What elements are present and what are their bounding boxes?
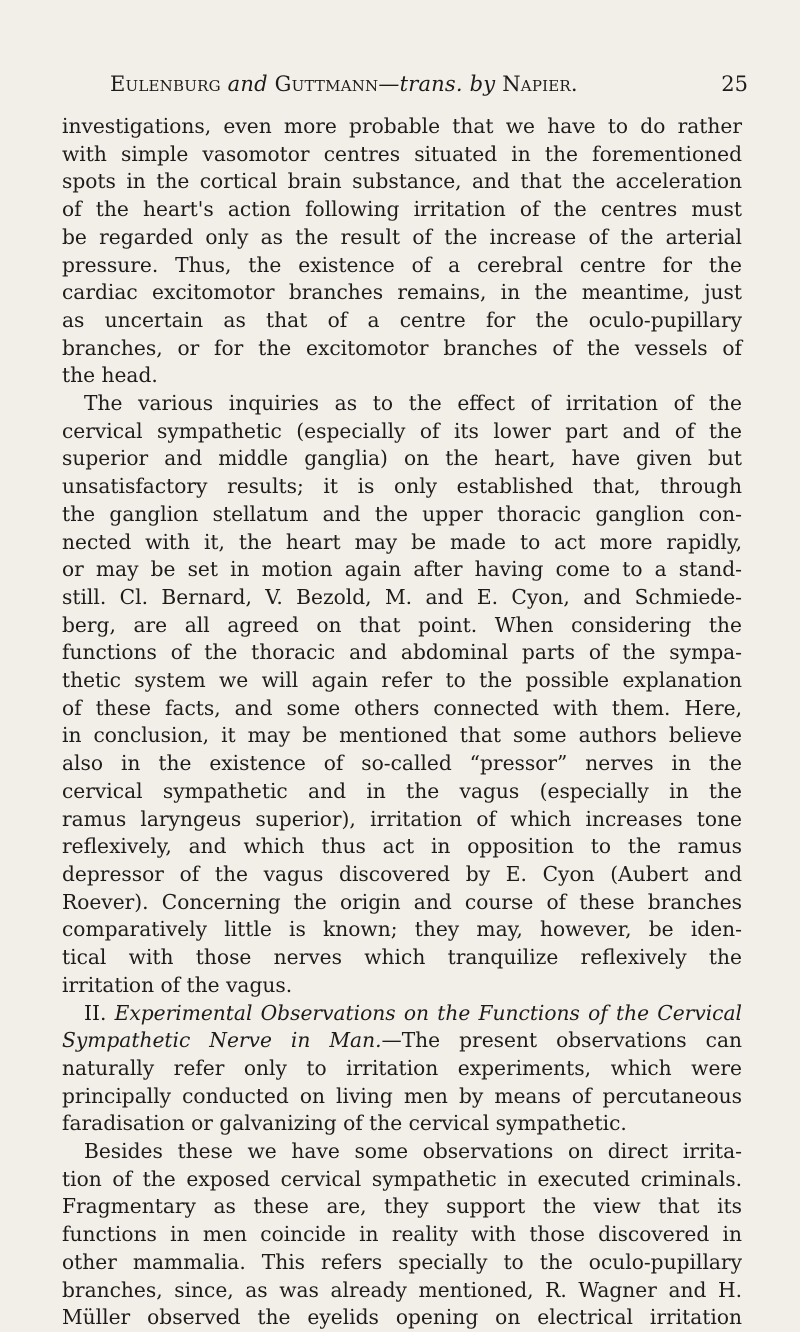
text-line: investigations, even more probable that we have to do rather — [62, 114, 742, 138]
text-line: or may be set in motion again after having come to a stand- — [62, 557, 742, 582]
trans-note: —trans. by — [378, 72, 496, 96]
text-line: Müller observed the eyelids opening on electrical irritation — [62, 1305, 742, 1330]
section-heading-line — [62, 1027, 742, 1055]
text-line: the head. — [62, 363, 158, 388]
text-line: still. Cl. Bernard, V. Bezold, M. and E. Cyon, and Schmiede- — [62, 584, 742, 609]
text-line: cervical sympathetic and in the vagus (especially in the — [62, 778, 742, 803]
text-line: also in the existence of so-called “pressor” nerves in the — [62, 751, 742, 776]
text-line: berg, are all agreed on that point. When considering the — [62, 612, 742, 637]
body-text — [62, 113, 742, 1332]
text-line: with simple vasomotor centres situated in the forementioned — [62, 141, 742, 166]
translator: Napier. — [502, 72, 578, 96]
text-line: tion of the exposed cervical sympathetic in executed criminals. — [62, 1166, 742, 1191]
text-line: cervical sympathetic (especially of its lower part and of the — [62, 418, 742, 443]
text-line: thetic system we will again refer to the possible explanation — [62, 668, 742, 693]
text-line: the ganglion stellatum and the upper thoracic ganglion con- — [62, 501, 742, 526]
text-line: spots in the cortical brain substance, and that the acceleration — [62, 169, 742, 194]
text-line: nected with it, the heart may be made to act more rapidly, — [62, 529, 742, 554]
text-line: Fragmentary as these are, they support the view that its — [62, 1194, 742, 1219]
text-line: ramus laryngeus superior), irritation of which increases tone — [62, 806, 742, 831]
section-lead-text: —The present observations can — [381, 1028, 742, 1053]
text-line: superior and middle ganglia) on the heart, have given but — [62, 446, 742, 471]
text-line: unsatisfactory results; it is only established that, through — [62, 474, 742, 499]
running-head — [110, 72, 748, 102]
text-line: of these facts, and some others connected with them. Here, — [62, 695, 742, 720]
running-title — [110, 72, 578, 96]
author-1: Eulenburg — [110, 72, 221, 96]
text-line: faradisation or galvanizing of the cervical sympathetic. — [62, 1111, 627, 1136]
section-number: II. — [84, 1000, 107, 1025]
author-2: Guttmann — [274, 72, 379, 96]
text-line: tical with those nerves which tranquilize reflexively the — [62, 945, 742, 970]
text-line: irritation of the vagus. — [62, 972, 293, 997]
text-line: Roever). Concerning the origin and course of these branches — [62, 889, 742, 914]
section-heading-line — [62, 1000, 742, 1028]
text-line: The various inquiries as to the effect of irritation of the — [84, 391, 742, 416]
text-line: depressor of the vagus discovered by E. Cyon (Aubert and — [62, 861, 742, 886]
and-word: and — [227, 72, 268, 96]
text-line: functions in men coincide in reality with those discovered in — [62, 1222, 742, 1247]
text-line: principally conducted on living men by means of percutaneous — [62, 1083, 742, 1108]
text-line: cardiac excitomotor branches remains, in the meantime, just — [62, 280, 742, 305]
text-line: branches, or for the excitomotor branches of the vessels of — [62, 335, 742, 360]
text-line: reflexively, and which thus act in opposition to the ramus — [62, 834, 742, 859]
text-line: of the heart's action following irritation of the centres must — [62, 197, 742, 222]
text-line: naturally refer only to irritation experiments, which were — [62, 1055, 742, 1080]
text-line: functions of the thoracic and abdominal parts of the sympa- — [62, 640, 742, 665]
text-line: pressure. Thus, the existence of a cerebral centre for the — [62, 252, 742, 277]
text-line: other mammalia. This refers specially to the oculo-pupillary — [62, 1249, 742, 1274]
text-line: in conclusion, it may be mentioned that some authors believe — [62, 723, 742, 748]
section-title-cont: Sympathetic Nerve in Man. — [62, 1028, 382, 1053]
page-number: 25 — [721, 72, 748, 96]
text-line: Besides these we have some observations on direct irrita- — [84, 1139, 742, 1164]
text-line: comparatively little is known; they may, however, be iden- — [62, 917, 742, 942]
text-line: be regarded only as the result of the increase of the arterial — [62, 224, 742, 249]
text-line: as uncertain as that of a centre for the oculo-pupillary — [62, 307, 742, 332]
text-line: branches, since, as was already mentioned, R. Wagner and H. — [62, 1277, 742, 1302]
section-title: Experimental Observations on the Functions of the Cervical — [114, 1000, 742, 1025]
